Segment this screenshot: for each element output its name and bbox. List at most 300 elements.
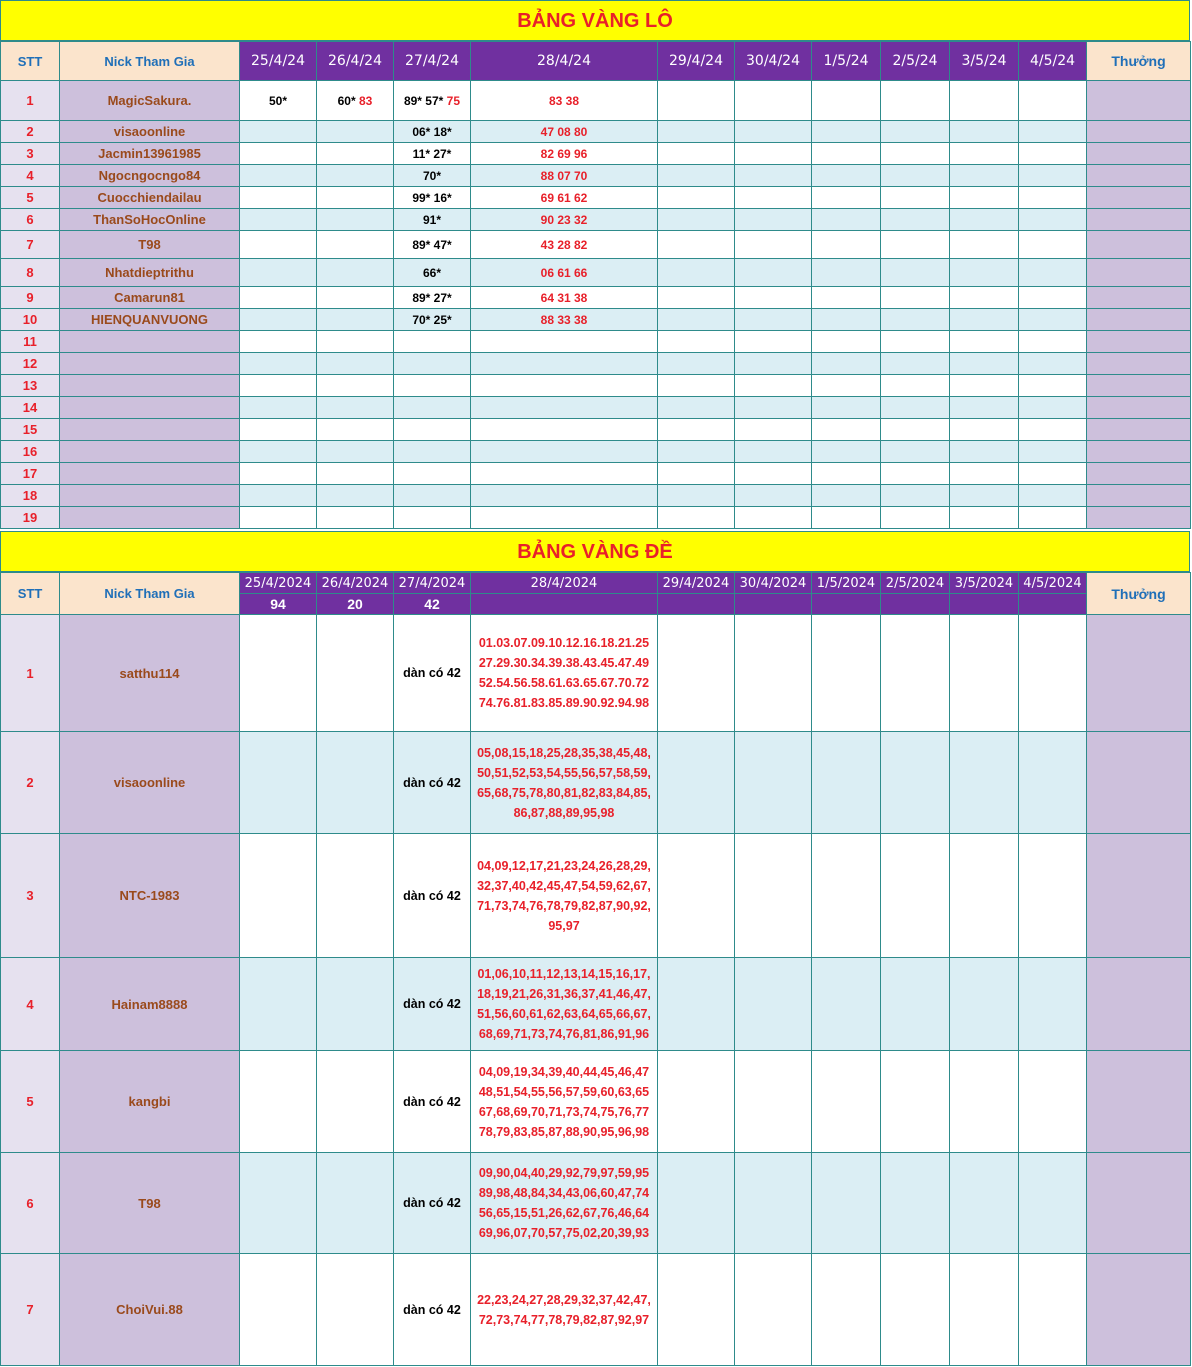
lo-day-cell <box>881 397 950 419</box>
lo-table-row <box>1 259 1191 287</box>
de-day-cell <box>658 1051 735 1153</box>
lo-day-cell <box>950 165 1019 187</box>
lo-day-cell <box>735 187 812 209</box>
de-number-set <box>471 1153 658 1254</box>
lo-title: BẢNG VÀNG LÔ <box>517 10 673 32</box>
lo-day-cell <box>812 463 881 485</box>
de-stt-cell: 3 <box>1 834 60 958</box>
lo-day-cell <box>1019 441 1087 463</box>
lo-day-cell <box>1019 375 1087 397</box>
de-day-cell <box>658 732 735 834</box>
lo-pick: 89* 57* <box>403 93 444 108</box>
lo-stt-cell: 2 <box>1 121 60 143</box>
lo-day-cell <box>950 121 1019 143</box>
de-number-line: 48,51,54,55,56,57,59,60,63,65 <box>478 1084 650 1099</box>
lo-day-cell <box>812 397 881 419</box>
de-day-cell <box>812 958 881 1051</box>
lo-day-cell <box>317 353 394 375</box>
lo-day-cell <box>394 121 471 143</box>
lo-day-cell <box>735 441 812 463</box>
de-stt-cell: 2 <box>1 732 60 834</box>
lo-day-cell <box>950 507 1019 529</box>
lo-day-cell <box>317 287 394 309</box>
de-nick-cell: kangbi <box>60 1051 240 1153</box>
lo-stt-cell: 5 <box>1 187 60 209</box>
de-day-cell <box>812 1254 881 1366</box>
lo-thuong-cell <box>1087 231 1191 259</box>
lo-pick: 11* 27* <box>412 146 452 161</box>
lo-day-cell <box>1019 143 1087 165</box>
de-day-cell <box>658 834 735 958</box>
lo-day-cell <box>394 331 471 353</box>
lo-day-cell: 43 28 82 <box>471 231 658 259</box>
lo-table-row <box>1 375 1191 397</box>
de-number-line: 72,73,74,77,78,79,82,87,92,97 <box>478 1312 650 1327</box>
lo-pick: 89* 27* <box>412 290 452 305</box>
lo-day-cell <box>735 165 812 187</box>
lo-day-cell <box>240 419 317 441</box>
lo-day-cell <box>317 165 394 187</box>
de-day-cell <box>317 732 394 834</box>
lo-day-cell <box>881 81 950 121</box>
de-number-line: 89,98,48,84,34,43,06,60,47,74 <box>478 1186 650 1200</box>
de-nick-cell: satthu114 <box>60 615 240 732</box>
lo-day-cell <box>240 209 317 231</box>
de-thuong-cell <box>1087 958 1191 1051</box>
lo-day-cell <box>658 187 735 209</box>
lo-nick-cell: Jacmin13961985 <box>60 143 240 165</box>
de-thuong-cell <box>1087 615 1191 732</box>
lo-day-cell <box>240 143 317 165</box>
lo-stt-cell: 12 <box>1 353 60 375</box>
lo-day-cell <box>950 419 1019 441</box>
de-day-cell <box>240 1051 317 1153</box>
lo-day-cell <box>317 331 394 353</box>
lo-nick-cell <box>60 397 240 419</box>
de-number-line: 50,51,52,53,54,55,56,57,58,59, <box>477 765 651 780</box>
de-thuong-cell <box>1087 1254 1191 1366</box>
lo-day-cell <box>950 485 1019 507</box>
lo-day-cell <box>658 259 735 287</box>
lo-day-cell <box>1019 231 1087 259</box>
lo-stt-cell: 16 <box>1 441 60 463</box>
de-number-line: 67,68,69,70,71,73,74,75,76,77 <box>478 1104 650 1119</box>
lo-day-cell <box>394 309 471 331</box>
de-number-line: 01,06,10,11,12,13,14,15,16,17, <box>477 967 651 981</box>
de-day-cell <box>881 1051 950 1153</box>
lo-day-cell: 83 38 <box>471 81 658 121</box>
lo-day-cell <box>881 209 950 231</box>
lo-day-cell <box>950 331 1019 353</box>
de-day-cell <box>812 1051 881 1153</box>
lo-thuong-cell <box>1087 463 1191 485</box>
de-nick-cell: NTC-1983 <box>60 834 240 958</box>
de-day-cell <box>658 958 735 1051</box>
lo-day-cell <box>881 507 950 529</box>
de-day-cell <box>240 958 317 1051</box>
lo-nick-cell <box>60 419 240 441</box>
de-day-cell <box>881 1254 950 1366</box>
lo-day-cell <box>394 231 471 259</box>
lo-table-row <box>1 121 1191 143</box>
de-header-thuong: Thưởng <box>1087 573 1191 615</box>
de-day-cell <box>812 732 881 834</box>
de-header-date: 29/4/2024 <box>658 573 735 594</box>
de-header-date: 2/5/2024 <box>881 573 950 594</box>
lo-day-cell <box>735 121 812 143</box>
lo-day-cell <box>471 331 658 353</box>
lo-stt-cell: 8 <box>1 259 60 287</box>
de-number-set <box>471 732 658 834</box>
de-day-cell <box>735 1254 812 1366</box>
de-day-cell <box>735 1051 812 1153</box>
lo-day-cell <box>240 309 317 331</box>
lo-day-cell <box>1019 309 1087 331</box>
lo-day-cell <box>240 287 317 309</box>
lo-day-cell <box>812 209 881 231</box>
lo-nick-cell <box>60 331 240 353</box>
lo-stt-cell: 3 <box>1 143 60 165</box>
lo-table-row <box>1 353 1191 375</box>
de-table-row <box>1 1051 1191 1153</box>
de-day-cell: dàn có 42 <box>394 1254 471 1366</box>
lo-thuong-cell <box>1087 81 1191 121</box>
lo-day-cell <box>317 375 394 397</box>
de-number-line: 71,73,74,76,78,79,82,87,90,92, <box>477 898 651 913</box>
lo-stt-cell: 14 <box>1 397 60 419</box>
lo-day-cell <box>317 419 394 441</box>
lo-header-date: 30/4/24 <box>735 42 812 81</box>
lo-thuong-cell <box>1087 375 1191 397</box>
de-day-cell <box>1019 732 1087 834</box>
lo-table-row <box>1 187 1191 209</box>
lo-day-cell: 69 61 62 <box>471 187 658 209</box>
de-header-date: 27/4/2024 <box>394 573 471 594</box>
lo-day-cell <box>1019 507 1087 529</box>
lo-header-date: 3/5/24 <box>950 42 1019 81</box>
de-day-cell <box>950 1153 1019 1254</box>
lo-day-cell <box>658 287 735 309</box>
lo-nick-cell: Camarun81 <box>60 287 240 309</box>
lo-nick-cell <box>60 463 240 485</box>
de-day-cell <box>317 834 394 958</box>
lo-day-cell <box>735 353 812 375</box>
lo-day-cell <box>881 463 950 485</box>
lo-day-cell <box>317 259 394 287</box>
lo-table-row <box>1 441 1191 463</box>
lo-header-date: 25/4/24 <box>240 42 317 81</box>
lo-thuong-cell <box>1087 331 1191 353</box>
de-table-row <box>1 615 1191 732</box>
de-day-cell <box>317 615 394 732</box>
lo-day-cell <box>658 419 735 441</box>
de-number-set <box>471 615 658 732</box>
lo-day-cell <box>240 121 317 143</box>
de-day-cell <box>881 732 950 834</box>
de-stt-cell: 5 <box>1 1051 60 1153</box>
lo-table-row <box>1 209 1191 231</box>
de-number-set <box>471 1051 658 1153</box>
de-number-line: 18,19,21,26,31,36,37,41,46,47, <box>477 987 651 1001</box>
de-day-cell: dàn có 42 <box>394 1153 471 1254</box>
lo-stt-cell: 17 <box>1 463 60 485</box>
de-day-cell <box>950 1254 1019 1366</box>
lo-day-cell <box>1019 397 1087 419</box>
de-number-line: 09,90,04,40,29,92,79,97,59,95 <box>478 1166 650 1180</box>
de-header-date: 30/4/2024 <box>735 573 812 594</box>
lo-day-cell: 88 33 38 <box>471 309 658 331</box>
lo-day-cell <box>658 231 735 259</box>
lo-day-cell <box>658 121 735 143</box>
lo-day-cell <box>471 419 658 441</box>
lo-stt-cell: 13 <box>1 375 60 397</box>
lo-day-cell <box>240 485 317 507</box>
lo-day-cell <box>317 463 394 485</box>
lo-header-stt: STT <box>1 42 60 81</box>
lo-day-cell <box>881 231 950 259</box>
lo-nick-cell: HIENQUANVUONG <box>60 309 240 331</box>
lo-thuong-cell <box>1087 353 1191 375</box>
lo-day-cell <box>394 485 471 507</box>
lo-day-cell <box>1019 331 1087 353</box>
de-number-line: 32,37,40,42,45,47,54,59,62,67, <box>477 878 651 893</box>
de-day-cell <box>735 1153 812 1254</box>
de-day-cell <box>950 615 1019 732</box>
de-day-cell <box>317 1051 394 1153</box>
lo-day-cell <box>735 463 812 485</box>
lo-pick: 70* <box>422 168 442 183</box>
de-day-cell <box>1019 1153 1087 1254</box>
lo-day-cell <box>658 375 735 397</box>
lo-day-cell <box>317 187 394 209</box>
de-thuong-cell <box>1087 1153 1191 1254</box>
de-number-line: 22,23,24,27,28,29,32,37,42,47, <box>477 1292 651 1307</box>
lo-day-cell <box>317 121 394 143</box>
lo-day-cell <box>950 81 1019 121</box>
lo-nick-cell: T98 <box>60 231 240 259</box>
de-thuong-cell <box>1087 732 1191 834</box>
lo-day-cell <box>658 143 735 165</box>
de-header-date: 25/4/2024 <box>240 573 317 594</box>
de-result-cell: 20 <box>317 594 394 615</box>
lo-day-cell <box>317 507 394 529</box>
lo-stt-cell: 6 <box>1 209 60 231</box>
de-stt-cell: 1 <box>1 615 60 732</box>
de-day-cell <box>881 615 950 732</box>
lo-day-cell <box>950 209 1019 231</box>
de-day-cell <box>812 1153 881 1254</box>
lo-day-cell <box>735 397 812 419</box>
de-result-cell: 94 <box>240 594 317 615</box>
lo-day-cell <box>394 375 471 397</box>
de-number-line: 01.03.07.09.10.12.16.18.21.25 <box>478 636 650 650</box>
lo-day-cell <box>471 353 658 375</box>
de-day-cell <box>240 834 317 958</box>
lo-day-cell <box>240 353 317 375</box>
lo-day-cell <box>735 287 812 309</box>
de-number-set <box>471 834 658 958</box>
de-day-cell <box>735 615 812 732</box>
lo-day-cell <box>812 331 881 353</box>
lo-day-cell <box>735 259 812 287</box>
de-number-line: 56,65,15,51,26,62,67,76,46,64 <box>478 1206 650 1220</box>
lo-day-cell <box>317 397 394 419</box>
de-day-cell: dàn có 42 <box>394 732 471 834</box>
lo-day-cell <box>1019 287 1087 309</box>
lo-day-cell <box>240 463 317 485</box>
de-table-row <box>1 958 1191 1051</box>
lo-day-cell <box>812 507 881 529</box>
lo-day-cell <box>471 463 658 485</box>
lo-pick: 91* <box>422 212 442 227</box>
lo-thuong-cell <box>1087 143 1191 165</box>
lo-day-cell <box>735 331 812 353</box>
lo-day-cell <box>394 187 471 209</box>
de-number-line: 05,08,15,18,25,28,35,38,45,48, <box>477 745 651 760</box>
lo-day-cell <box>240 187 317 209</box>
lo-day-cell <box>658 485 735 507</box>
lo-table-row <box>1 165 1191 187</box>
lo-nick-cell <box>60 507 240 529</box>
lo-day-cell <box>658 353 735 375</box>
lo-stt-cell: 18 <box>1 485 60 507</box>
lo-day-cell <box>658 463 735 485</box>
de-nick-cell: T98 <box>60 1153 240 1254</box>
lo-day-cell <box>394 397 471 419</box>
lo-table-row <box>1 287 1191 309</box>
lo-stt-cell: 7 <box>1 231 60 259</box>
lo-day-cell <box>950 441 1019 463</box>
lo-header-date: 4/5/24 <box>1019 42 1087 81</box>
lo-day-cell <box>658 209 735 231</box>
lo-day-cell <box>950 353 1019 375</box>
lo-day-cell <box>881 353 950 375</box>
lo-day-cell: 47 08 80 <box>471 121 658 143</box>
de-day-cell <box>950 958 1019 1051</box>
lo-header-row <box>1 42 1191 81</box>
de-day-cell <box>240 732 317 834</box>
de-table-row <box>1 1153 1191 1254</box>
lo-day-cell <box>881 375 950 397</box>
de-day-cell <box>950 1051 1019 1153</box>
de-table-row <box>1 732 1191 834</box>
lo-day-cell <box>394 287 471 309</box>
de-day-cell <box>735 732 812 834</box>
lo-table-row <box>1 231 1191 259</box>
de-number-line: 52.54.56.58.61.63.65.67.70.72 <box>478 676 650 690</box>
de-day-cell <box>1019 958 1087 1051</box>
lo-header-thuong: Thưởng <box>1087 42 1191 81</box>
de-day-cell <box>658 1153 735 1254</box>
de-result-cell <box>881 594 950 615</box>
lo-day-cell <box>658 441 735 463</box>
lo-stt-cell: 9 <box>1 287 60 309</box>
lo-day-cell <box>471 485 658 507</box>
de-result-cell <box>950 594 1019 615</box>
lo-day-cell <box>240 397 317 419</box>
de-title-banner <box>0 531 1190 572</box>
de-header-nick: Nick Tham Gia <box>60 573 240 615</box>
lo-day-cell <box>881 287 950 309</box>
lo-day-cell <box>881 259 950 287</box>
de-day-cell <box>812 615 881 732</box>
lo-pick: 99* 16* <box>412 190 452 205</box>
lo-day-cell <box>950 187 1019 209</box>
de-result-cell <box>812 594 881 615</box>
lo-day-cell <box>317 81 394 121</box>
de-thuong-cell <box>1087 1051 1191 1153</box>
lo-day-cell <box>471 375 658 397</box>
de-day-cell: dàn có 42 <box>394 958 471 1051</box>
lo-stt-cell: 11 <box>1 331 60 353</box>
lo-day-cell <box>950 463 1019 485</box>
lo-stt-cell: 15 <box>1 419 60 441</box>
de-day-cell <box>812 834 881 958</box>
de-day-cell <box>240 615 317 732</box>
lo-day-cell <box>735 209 812 231</box>
de-header-date: 28/4/2024 <box>471 573 658 594</box>
lo-table-row <box>1 81 1191 121</box>
lo-day-cell <box>881 331 950 353</box>
de-day-cell <box>1019 615 1087 732</box>
de-table <box>0 572 1191 1366</box>
de-day-cell <box>317 1254 394 1366</box>
lo-day-cell <box>1019 485 1087 507</box>
lo-pick: 60* <box>337 93 356 108</box>
lo-day-cell <box>812 231 881 259</box>
lo-day-cell <box>1019 81 1087 121</box>
lo-day-cell <box>735 143 812 165</box>
de-stt-cell: 6 <box>1 1153 60 1254</box>
lo-day-cell <box>812 165 881 187</box>
lo-thuong-cell <box>1087 165 1191 187</box>
lo-day-cell <box>735 419 812 441</box>
lo-day-cell <box>881 419 950 441</box>
de-result-cell <box>735 594 812 615</box>
lo-day-cell <box>394 419 471 441</box>
lo-day-cell <box>658 165 735 187</box>
lo-day-cell <box>394 353 471 375</box>
lo-table-row <box>1 463 1191 485</box>
lo-stt-cell: 1 <box>1 81 60 121</box>
de-nick-cell: Hainam8888 <box>60 958 240 1051</box>
lo-day-cell <box>394 507 471 529</box>
lo-day-cell <box>735 309 812 331</box>
de-day-cell <box>240 1153 317 1254</box>
lo-day-cell <box>317 485 394 507</box>
lo-day-cell <box>1019 353 1087 375</box>
de-number-line: 65,68,75,78,80,81,82,83,84,85, <box>477 785 651 800</box>
lo-day-cell <box>950 287 1019 309</box>
lo-day-cell <box>812 187 881 209</box>
lo-day-cell <box>735 375 812 397</box>
de-day-cell <box>950 834 1019 958</box>
de-day-cell <box>735 958 812 1051</box>
lo-thuong-cell <box>1087 485 1191 507</box>
lo-nick-cell: Ngocngocngo84 <box>60 165 240 187</box>
lo-day-cell <box>240 375 317 397</box>
lo-nick-cell <box>60 485 240 507</box>
lo-hit: 75 <box>446 93 461 108</box>
de-day-cell: dàn có 42 <box>394 1051 471 1153</box>
lo-day-cell <box>240 231 317 259</box>
lo-day-cell <box>1019 187 1087 209</box>
lo-day-cell <box>812 485 881 507</box>
de-header-date: 1/5/2024 <box>812 573 881 594</box>
de-day-cell <box>317 1153 394 1254</box>
lo-stt-cell: 4 <box>1 165 60 187</box>
lo-day-cell <box>812 375 881 397</box>
